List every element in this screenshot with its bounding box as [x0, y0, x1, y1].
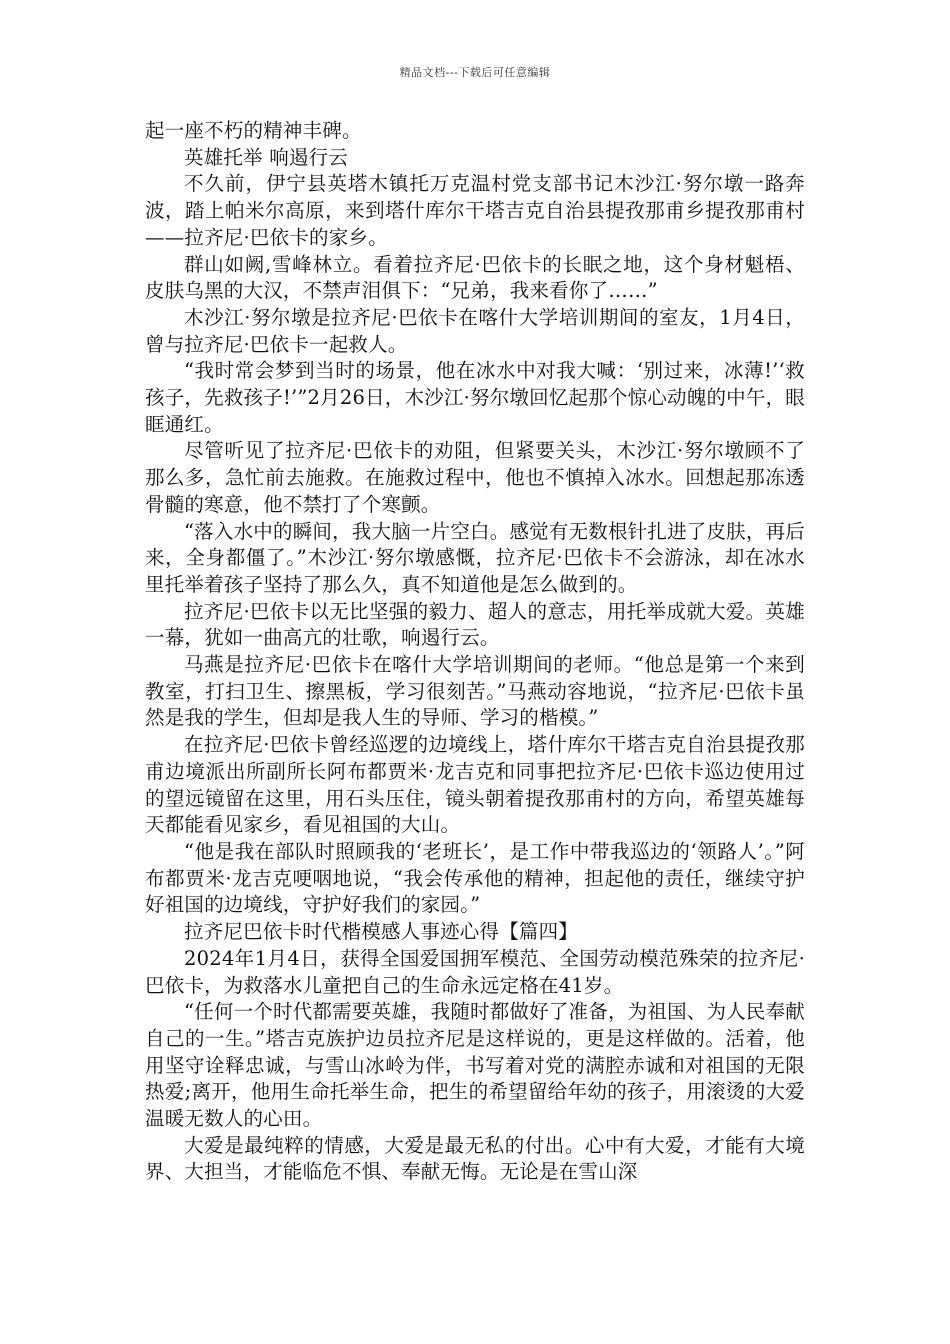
section-heading: 拉齐尼巴依卡时代楷模感人事迹心得【篇四】 [184, 920, 579, 944]
paragraph: “我时常会梦到当时的场景，他在冰水中对我大喊：‘别过来，冰薄!’‘救孩子，先救孩子!’”2月26日，木沙江·努尔墩回忆起那个惊心动魄的中午，眼眶通红。 [145, 359, 805, 436]
paragraph: 起一座不朽的精神丰碑。 [145, 119, 362, 142]
paragraph: 拉齐尼·巴依卡以无比坚强的毅力、超人的意志，用托举成就大爱。英雄一幕，犹如一曲高亢的壮歌，响遏行云。 [145, 599, 805, 650]
paragraph: 群山如阙,雪峰林立。看着拉齐尼·巴依卡的长眠之地，这个身材魁梧、皮肤乌黑的大汉，不禁声泪俱下：“兄弟，我来看你了……” [145, 252, 805, 303]
section-subtitle: 英雄托举 响遏行云 [184, 145, 348, 169]
paragraph: 2024年1月4日，获得全国爱国拥军模范、全国劳动模范殊荣的拉齐尼·巴依卡，为救落水儿童把自己的生命永远定格在41岁。 [145, 946, 805, 997]
paragraph: “落入水中的瞬间，我大脑一片空白。感觉有无数根针扎进了皮肤，再后来，全身都僵了。”木沙江·努尔墩感慨，拉齐尼·巴依卡不会游泳，却在冰水里托举着孩子坚持了那么久，真不知道他是怎么做到的。 [145, 519, 805, 596]
document-body [145, 118, 805, 1186]
paragraph: 不久前，伊宁县英塔木镇托万克温村党支部书记木沙江·努尔墩一路奔波，踏上帕米尔高原，来到塔什库尔干塔吉克自治县提孜那甫乡提孜那甫村——拉齐尼·巴依卡的家乡。 [145, 172, 805, 249]
paragraph: 在拉齐尼·巴依卡曾经巡逻的边境线上，塔什库尔干塔吉克自治县提孜那甫边境派出所副所长阿布都贾米·龙吉克和同事把拉齐尼·巴依卡巡边使用过的望远镜留在这里，用石头压住，镜头朝着提孜那甫村的方向，希望英雄每天都能看见家乡，看见祖国的大山。 [145, 733, 805, 837]
paragraph: 大爱是最纯粹的情感，大爱是最无私的付出。心中有大爱，才能有大境界、大担当，才能临危不惧、奉献无悔。无论是在雪山深 [145, 1133, 805, 1184]
paragraph: “他是我在部队时照顾我的‘老班长’，是工作中带我巡边的‘领路人’。”阿布都贾米·龙吉克哽咽地说，“我会传承他的精神，担起他的责任，继续守护好祖国的边境线，守护好我们的家园。” [145, 839, 805, 917]
page-header: 精品文档---下载后可任意编辑 [399, 66, 551, 79]
paragraph: 马燕是拉齐尼·巴依卡在喀什大学培训期间的老师。“他总是第一个来到教室，打扫卫生、擦黑板，学习很刻苦。”马燕动容地说，“拉齐尼·巴依卡虽然是我的学生，但却是我人生的导师、学习的楷模。” [145, 653, 805, 730]
paragraph: 尽管听见了拉齐尼·巴依卡的劝阻，但紧要关头，木沙江·努尔墩顾不了那么多，急忙前去施救。在施救过程中，他也不慎掉入冰水。回想起那冻透骨髓的寒意，他不禁打了个寒颤。 [145, 439, 805, 516]
paragraph: “任何一个时代都需要英雄，我随时都做好了准备，为祖国、为人民奉献自己的一生。”塔吉克族护边员拉齐尼是这样说的，更是这样做的。活着，他用坚守诠释忠诚，与雪山冰岭为伴，书写着对党的满腔赤诚和对祖国的无限热爱;离开，他用生命托举生命，把生的希望留给年幼的孩子，用滚烫的大爱温暖无数人的心田。 [145, 1000, 805, 1131]
paragraph: 木沙江·努尔墩是拉齐尼·巴依卡在喀什大学培训期间的室友，1月4日，曾与拉齐尼·巴依卡一起救人。 [145, 305, 805, 356]
